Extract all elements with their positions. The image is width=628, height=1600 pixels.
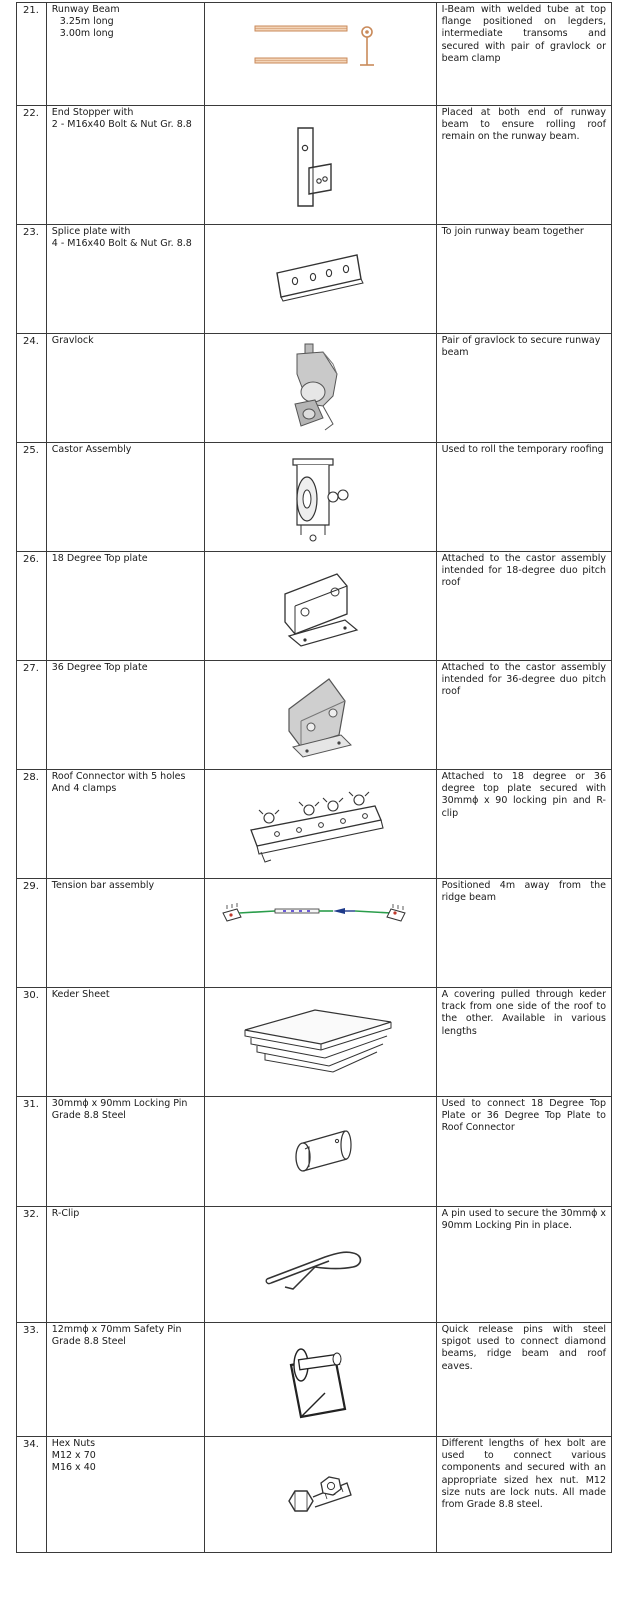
item-name: R-Clip [51, 1208, 80, 1219]
item-description: Attached to 18 degree or 36 degree top plate secured with 30mmϕ x 90 locking pin and R-clip [441, 771, 606, 819]
runway-beam-icon [205, 3, 436, 103]
item-description: Quick release pins with steel spigot used to connect diamond beams, ridge beam and roof eaves. [441, 1324, 606, 1372]
item-description: Positioned 4m away from the ridge beam [441, 880, 606, 904]
table-row [17, 3, 612, 106]
table-row [17, 1097, 612, 1207]
item-name: Gravlock [51, 335, 94, 346]
table-row [17, 225, 612, 334]
item-description: Attached to the castor assembly intended for 36-degree duo pitch roof [441, 662, 606, 698]
locking-pin-icon [205, 1097, 436, 1204]
item-number: 25. [23, 445, 39, 456]
item-description: Attached to the castor assembly intended for 18-degree duo pitch roof [441, 553, 606, 589]
item-description: A covering pulled through keder track from one side of the roof to the other. Available in various lengths [441, 989, 606, 1037]
item-number: 32. [23, 1209, 39, 1220]
r-clip-icon [205, 1207, 436, 1320]
roof-connector-icon [205, 770, 436, 876]
item-number: 28. [23, 772, 39, 783]
item-description: To join runway beam together [441, 226, 584, 237]
item-name: 36 Degree Top plate [51, 662, 148, 673]
hex-bolt-nut-icon [205, 1437, 436, 1550]
item-description: I-Beam with welded tube at top flange positioned on legders, intermediate transoms and secured with pair of gravlock or beam clamp [441, 4, 606, 64]
tension-bar-icon [205, 879, 436, 985]
table-row [17, 988, 612, 1097]
castor-assembly-icon [205, 443, 436, 549]
table-row [17, 443, 612, 552]
item-number: 22. [23, 108, 39, 119]
keder-sheet-icon [205, 988, 436, 1094]
item-description: A pin used to secure the 30mmϕ x 90mm Locking Pin in place. [441, 1208, 606, 1232]
table-row [17, 552, 612, 661]
safety-pin-icon [205, 1323, 436, 1434]
parts-sheet [16, 2, 612, 1553]
parts-table [16, 2, 612, 1553]
top-plate-36-icon [205, 661, 436, 767]
table-row [17, 770, 612, 879]
item-name: 12mmϕ x 70mm Safety Pin Grade 8.8 Steel [51, 1324, 182, 1347]
item-number: 24. [23, 336, 39, 347]
table-row [17, 1323, 612, 1437]
item-name: 30mmϕ x 90mm Locking Pin Grade 8.8 Steel [51, 1098, 188, 1121]
table-row [17, 1437, 612, 1553]
item-number: 30. [23, 990, 39, 1001]
item-number: 31. [23, 1099, 39, 1110]
item-description: Different lengths of hex bolt are used to connect various components and secured with an appropriate sized hex nut. M12 size nuts are lock nuts. All made from Grade 8.8 steel. [441, 1438, 606, 1511]
table-row [17, 879, 612, 988]
item-description: Placed at both end of runway beam to ensure rolling roof remain on the runway beam. [441, 107, 606, 143]
item-number: 33. [23, 1325, 39, 1336]
splice-plate-icon [205, 225, 436, 331]
item-number: 26. [23, 554, 39, 565]
table-row [17, 1207, 612, 1323]
item-number: 23. [23, 227, 39, 238]
end-stopper-icon [205, 106, 436, 222]
item-name: Keder Sheet [51, 989, 110, 1000]
item-number: 29. [23, 881, 39, 892]
table-row [17, 106, 612, 225]
top-plate-18-icon [205, 552, 436, 658]
item-name: 18 Degree Top plate [51, 553, 148, 564]
item-description: Used to connect 18 Degree Top Plate or 36 Degree Top Plate to Roof Connector [441, 1098, 606, 1134]
item-name: Tension bar assembly [51, 880, 155, 891]
item-description: Used to roll the temporary roofing [441, 444, 604, 455]
table-row [17, 334, 612, 443]
item-name: Castor Assembly [51, 444, 132, 455]
item-number: 34. [23, 1439, 39, 1450]
item-number: 21. [23, 5, 39, 16]
item-name: Splice plate with 4 - M16x40 Bolt & Nut Gr. 8.8 [51, 226, 192, 249]
item-name: Hex Nuts M12 x 70 M16 x 40 [51, 1438, 96, 1473]
item-name: Runway Beam 3.25m long 3.00m long [51, 4, 120, 39]
table-row [17, 661, 612, 770]
item-name: Roof Connector with 5 holes And 4 clamps [51, 771, 186, 794]
item-name: End Stopper with 2 - M16x40 Bolt & Nut Gr. 8.8 [51, 107, 192, 130]
item-description: Pair of gravlock to secure runway beam [441, 335, 601, 359]
gravlock-icon [205, 334, 436, 440]
item-number: 27. [23, 663, 39, 674]
